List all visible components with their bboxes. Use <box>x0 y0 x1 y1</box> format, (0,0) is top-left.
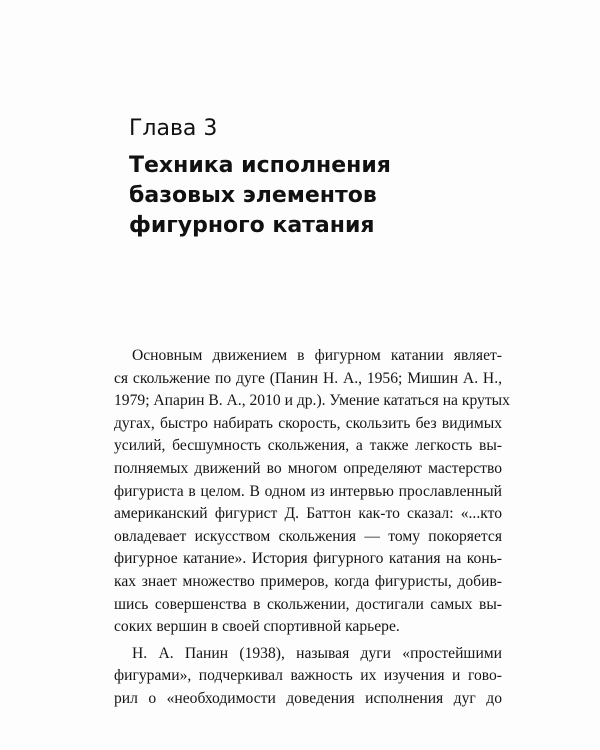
chapter-title-line: фигурного катания <box>129 213 375 238</box>
chapter-label: Глава 3 <box>129 116 218 141</box>
chapter-title-line: базовых элементов <box>129 183 377 208</box>
text-line: ся скольжение по дуге (Панин Н. А., 1956; Мишин А. Н., <box>114 369 502 387</box>
text-line: ках знает множество примеров, когда фигуристы, добив- <box>114 572 502 590</box>
text-line: соких вершин в своей спортивной карьере. <box>114 618 400 636</box>
text-line: фигурное катание». История фигурного катания на конь- <box>114 550 502 568</box>
text-line: Н. А. Панин (1938), называя дуги «простейшими <box>132 644 502 662</box>
text-line: овладевает искусством скольжения — тому покоряется <box>114 527 502 545</box>
text-line: шись совершенства в скольжении, достигали самых вы- <box>114 595 502 613</box>
text-line: дугах, быстро набирать скорость, скользить без видимых <box>114 414 502 432</box>
text-line: Основным движением в фигурном катании являет- <box>132 347 502 364</box>
text-line: рил о «необходимости доведения исполнения дуг до <box>114 689 502 707</box>
text-line: усилий, бесшумность скольжения, а также легкость вы- <box>114 437 502 455</box>
paragraph-1 <box>114 345 510 639</box>
text-line: 1979; Апарин В. А., 2010 и др.). Умение кататься на крутых <box>114 392 510 410</box>
chapter-title <box>129 151 459 241</box>
text-line: фигурами», подчеркивал важность их изучения и гово- <box>114 667 502 685</box>
chapter-title-line: Техника исполнения <box>129 153 391 178</box>
text-line: фигуриста в целом. В одном из интервью прославленный <box>114 482 502 500</box>
text-line: полняемых движений во многом определяют мастерство <box>114 459 502 477</box>
body-text <box>114 345 510 711</box>
text-line: американский фигурист Д. Баттон как-то сказал: «...кто <box>114 505 502 523</box>
paragraph-2 <box>114 643 502 711</box>
